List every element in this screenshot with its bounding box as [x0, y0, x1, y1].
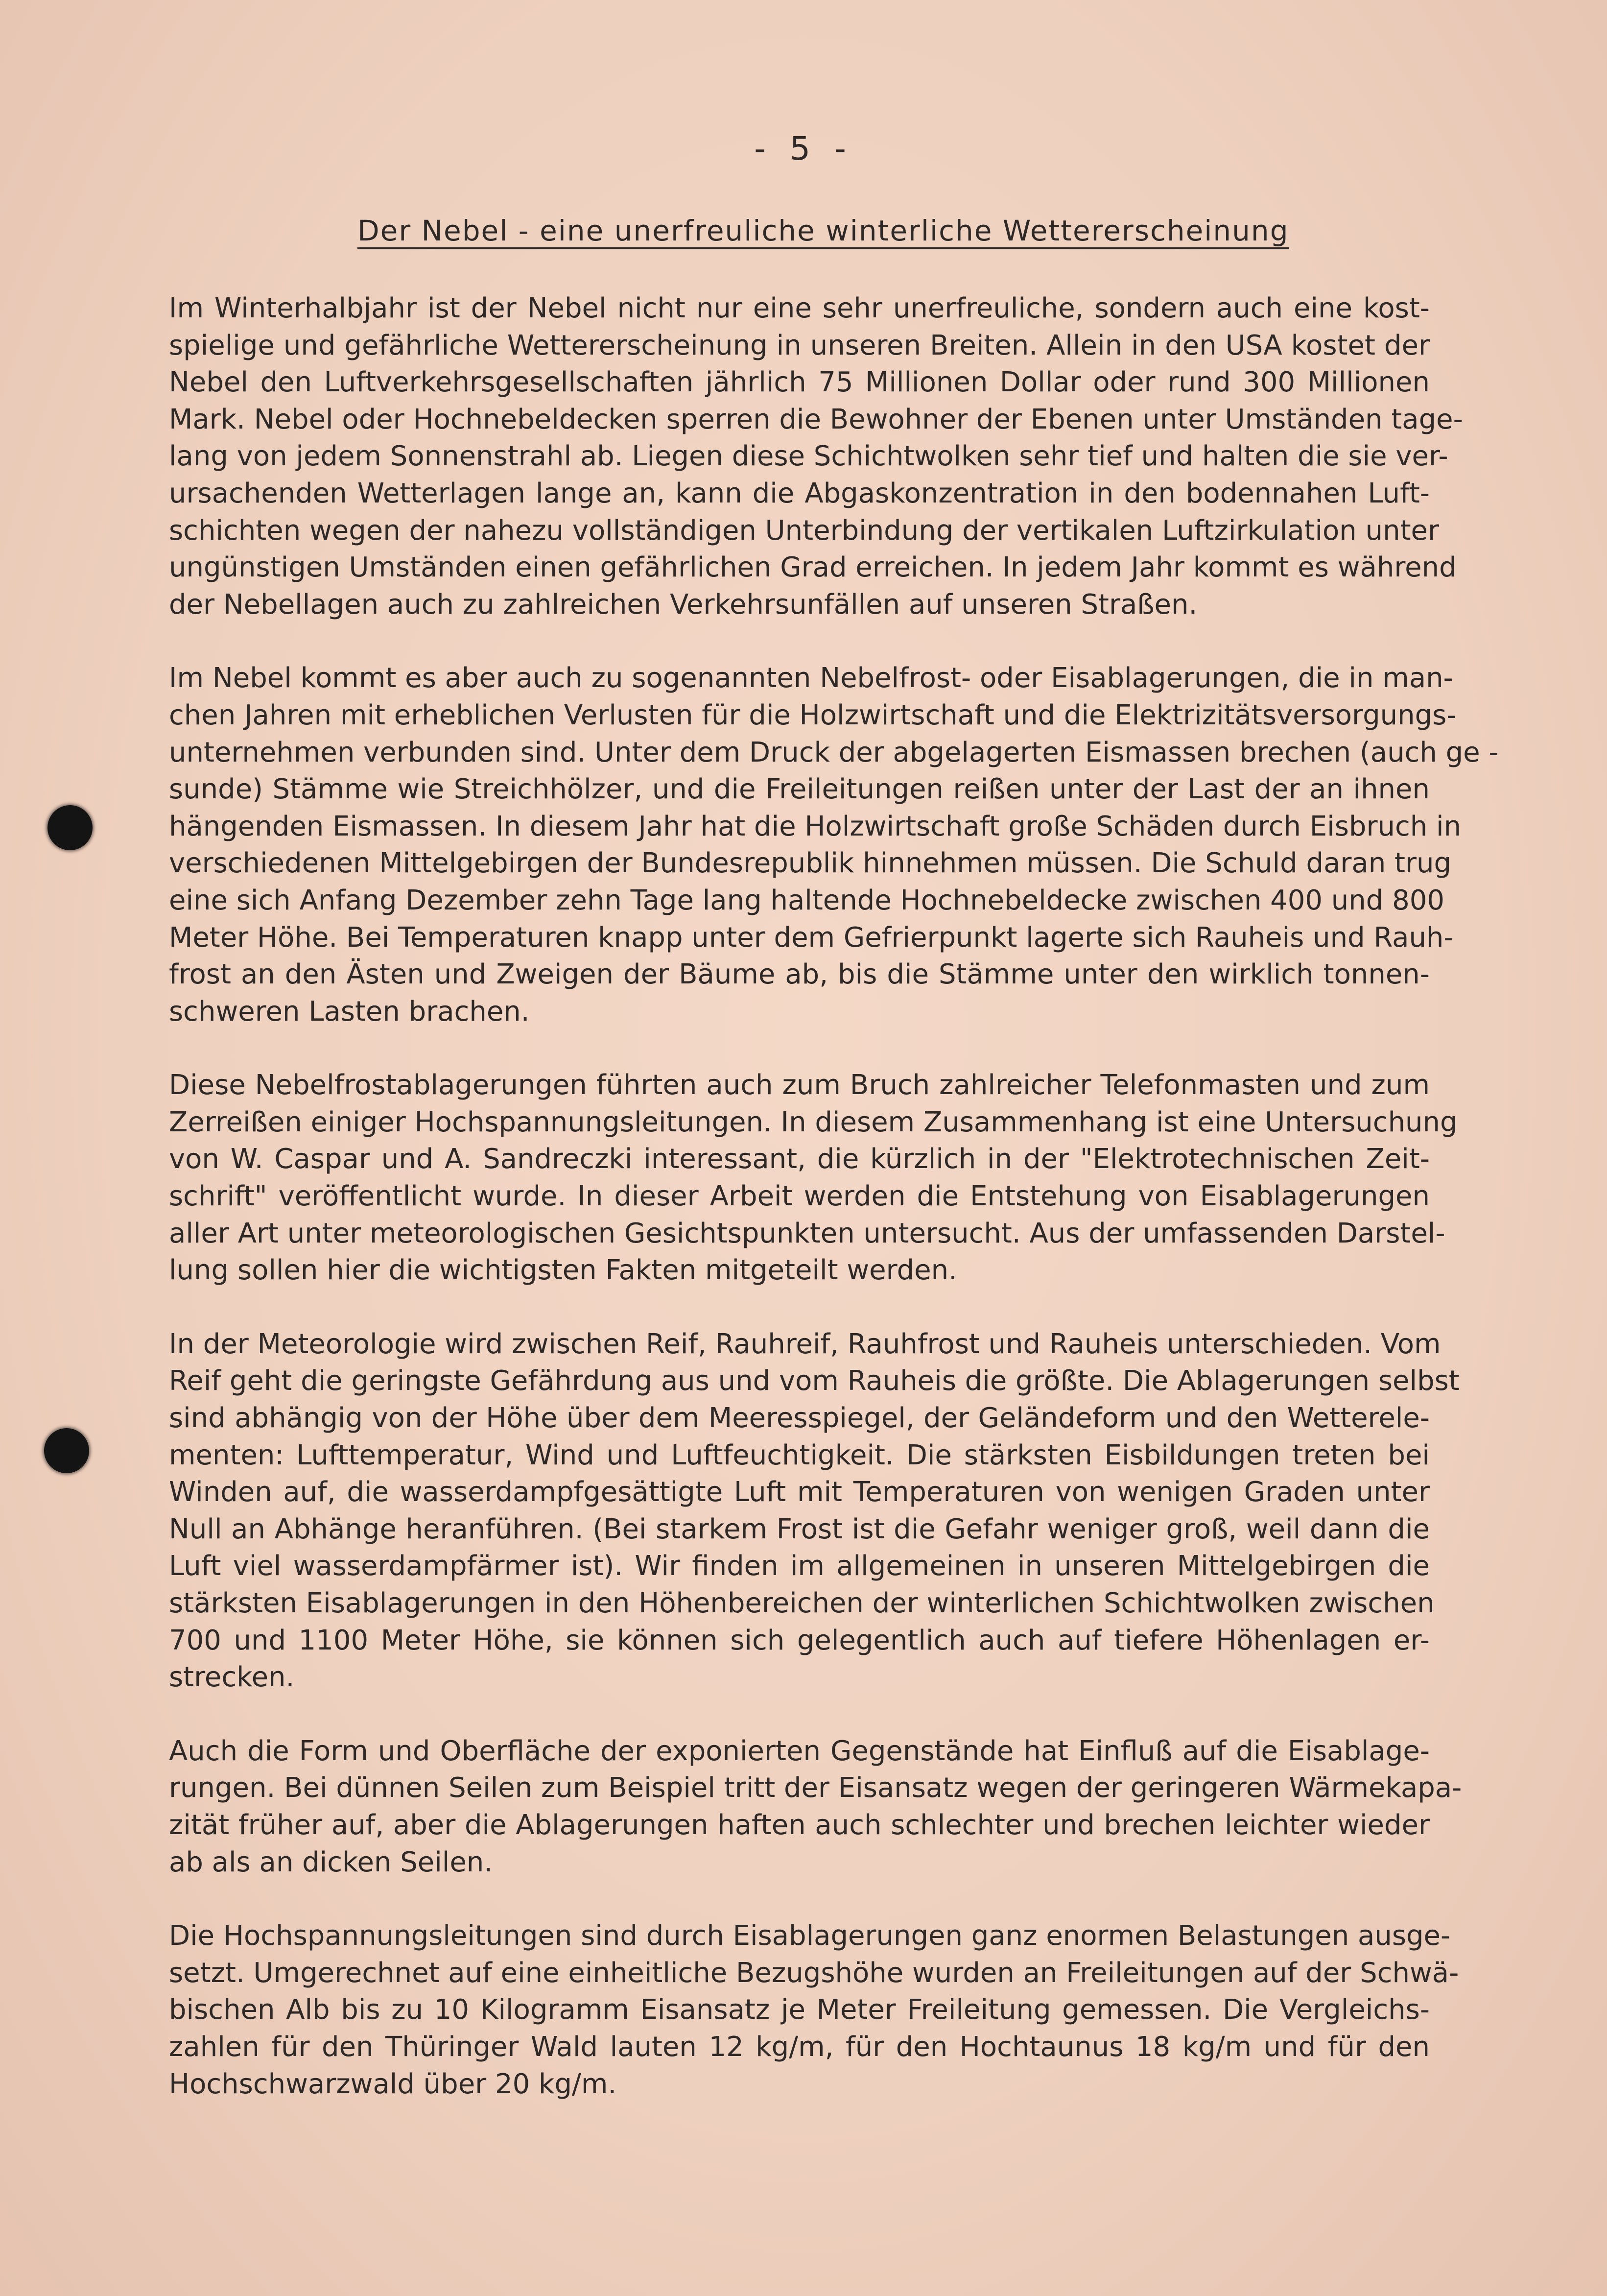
- text-line: schrift" veröffentlicht wurde. In dieser Arbeit werden die Entstehung von Eisablagerungen: [169, 1180, 1430, 1213]
- text-line: frost an den Ästen und Zweigen der Bäume ab, bis die Stämme unter den wirklich tonnen-: [169, 958, 1430, 991]
- punch-hole: [44, 1428, 89, 1473]
- text-line: Nebel den Luftverkehrsgesellschaften jährlich 75 Millionen Dollar oder rund 300 Millionen: [169, 366, 1430, 399]
- text-line: Auch die Form und Oberfläche der exponierten Gegenstände hat Einfluß auf die Eisablage-: [169, 1735, 1430, 1767]
- text-line: unternehmen verbunden sind. Unter dem Druck der abgelagerten Eismassen brechen (auch ge -: [169, 736, 1499, 768]
- text-line: Hochschwarzwald über 20 kg/m.: [169, 2068, 617, 2100]
- text-line: verschiedenen Mittelgebirgen der Bundesrepublik hinnehmen müssen. Die Schuld daran trug: [169, 847, 1452, 880]
- text-line: Luft viel wasserdampfärmer ist). Wir finden im allgemeinen in unseren Mittelgebirgen die: [169, 1550, 1430, 1582]
- text-line: setzt. Umgerechnet auf eine einheitliche Bezugshöhe wurden an Freileitungen auf der Schwä-: [169, 1957, 1459, 1989]
- document-body: [169, 290, 1499, 2139]
- paragraph: [169, 1067, 1458, 1289]
- text-line: ab als an dicken Seilen.: [169, 1846, 493, 1878]
- text-line: Diese Nebelfrostablagerungen führten auch zum Bruch zahlreicher Telefonmasten und zum: [169, 1069, 1430, 1101]
- text-line: schweren Lasten brachen.: [169, 995, 530, 1028]
- text-line: rungen. Bei dünnen Seilen zum Beispiel tritt der Eisansatz wegen der geringeren Wärmekapa-: [169, 1772, 1462, 1804]
- text-line: bischen Alb bis zu 10 Kilogramm Eisansatz je Meter Freileitung gemessen. Die Vergleichs-: [169, 1994, 1430, 2026]
- text-line: der Nebellagen auch zu zahlreichen Verkehrsunfällen auf unseren Straßen.: [169, 588, 1198, 621]
- text-line: Im Winterhalbjahr ist der Nebel nicht nur eine sehr unerfreuliche, sondern auch eine kost-: [169, 292, 1430, 324]
- page-number: - 5 -: [754, 130, 853, 167]
- document-title: Der Nebel - eine unerfreuliche winterliche Wettererscheinung: [357, 214, 1289, 247]
- text-line: lang von jedem Sonnenstrahl ab. Liegen diese Schichtwolken sehr tief und halten die sie ver-: [169, 440, 1448, 473]
- paragraph: [169, 1917, 1459, 2103]
- text-line: lung sollen hier die wichtigsten Fakten mitgeteilt werden.: [169, 1254, 957, 1287]
- text-line: ungünstigen Umständen einen gefährlichen Grad erreichen. In jedem Jahr kommt es während: [169, 551, 1457, 584]
- text-line: aller Art unter meteorologischen Gesichtspunkten untersucht. Aus der umfassenden Darstel-: [169, 1217, 1445, 1249]
- text-line: 700 und 1100 Meter Höhe, sie können sich gelegentlich auch auf tiefere Höhenlagen er-: [169, 1624, 1430, 1656]
- text-line: Reif geht die geringste Gefährdung aus und vom Rauheis die größte. Die Ablagerungen selbst: [169, 1365, 1460, 1397]
- text-line: zahlen für den Thüringer Wald lauten 12 kg/m, für den Hochtaunus 18 kg/m und für den: [169, 2031, 1430, 2063]
- text-line: schichten wegen der nahezu vollständigen Unterbindung der vertikalen Luftzirkulation unter: [169, 514, 1440, 547]
- text-line: Winden auf, die wasserdampfgesättigte Luft mit Temperaturen von wenigen Graden unter: [169, 1476, 1430, 1508]
- text-line: Meter Höhe. Bei Temperaturen knapp unter dem Gefrierpunkt lagerte sich Rauheis und Rauh-: [169, 921, 1454, 954]
- text-line: stärksten Eisablagerungen in den Höhenbereichen der winterlichen Schichtwolken zwischen: [169, 1587, 1435, 1619]
- paragraph: [169, 290, 1463, 623]
- text-line: menten: Lufttemperatur, Wind und Luftfeuchtigkeit. Die stärksten Eisbildungen treten bei: [169, 1439, 1430, 1471]
- text-line: Die Hochspannungsleitungen sind durch Eisablagerungen ganz enormen Belastungen ausge-: [169, 1920, 1451, 1952]
- text-line: In der Meteorologie wird zwischen Reif, Rauhreif, Rauhfrost und Rauheis unterschieden. Vom: [169, 1328, 1441, 1360]
- text-line: Mark. Nebel oder Hochnebeldecken sperren die Bewohner der Ebenen unter Umständen tage-: [169, 403, 1463, 435]
- text-line: Zerreißen einiger Hochspannungsleitungen. In diesem Zusammenhang ist eine Untersuchung: [169, 1106, 1458, 1138]
- text-line: chen Jahren mit erheblichen Verlusten für die Holzwirtschaft und die Elektrizitätsversorgungs-: [169, 699, 1457, 731]
- text-line: hängenden Eismassen. In diesem Jahr hat die Holzwirtschaft große Schäden durch Eisbruch in: [169, 810, 1462, 842]
- punch-hole: [47, 805, 93, 850]
- text-line: ursachenden Wetterlagen lange an, kann die Abgaskonzentration in den bodennahen Luft-: [169, 477, 1430, 509]
- text-line: eine sich Anfang Dezember zehn Tage lang haltende Hochnebeldecke zwischen 400 und 800: [169, 884, 1445, 916]
- text-line: Null an Abhänge heranführen. (Bei starkem Frost ist die Gefahr weniger groß, weil dann die: [169, 1513, 1430, 1545]
- text-line: sind abhängig von der Höhe über dem Meeresspiegel, der Geländeform und den Wetterele-: [169, 1402, 1430, 1435]
- paragraph: [169, 1326, 1460, 1696]
- paragraph: [169, 1733, 1462, 1881]
- text-line: von W. Caspar und A. Sandreczki interessant, die kürzlich in der "Elektrotechnischen Zeit-: [169, 1143, 1430, 1175]
- text-line: sunde) Stämme wie Streichhölzer, und die Freileitungen reißen unter der Last der an ihnen: [169, 773, 1430, 806]
- text-line: Im Nebel kommt es aber auch zu sogenannten Nebelfrost- oder Eisablagerungen, die in man-: [169, 662, 1453, 694]
- text-line: zität früher auf, aber die Ablagerungen haften auch schlechter und brechen leichter wieder: [169, 1809, 1430, 1841]
- text-line: spielige und gefährliche Wettererscheinung in unseren Breiten. Allein in den USA kostet der: [169, 329, 1430, 361]
- text-line: strecken.: [169, 1661, 295, 1694]
- paragraph: [169, 660, 1499, 1030]
